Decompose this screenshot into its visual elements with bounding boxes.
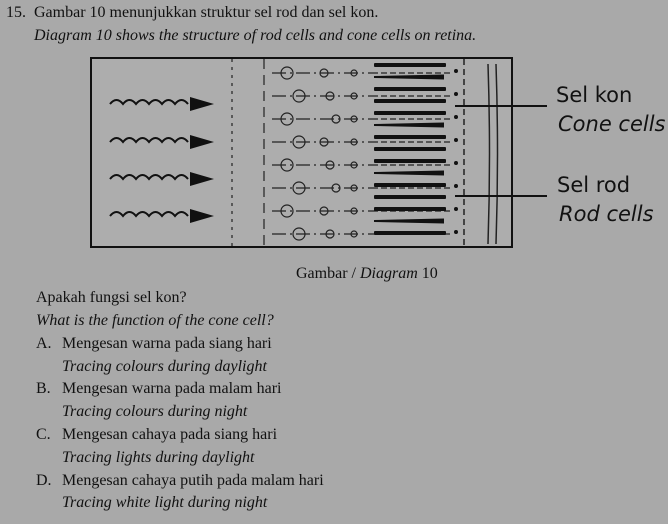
option-b-letter: B. — [36, 380, 51, 397]
option-d-ms: Mengesan cahaya putih pada malam hari — [62, 472, 324, 489]
cone-label-ms: Sel kon — [556, 83, 633, 107]
pigment-dot — [454, 138, 458, 142]
option-c-letter: C. — [36, 426, 51, 443]
light-arrow — [190, 97, 214, 111]
stem-ms-text: Gambar 10 menunjukkan struktur sel rod dan sel kon. — [34, 4, 379, 21]
photoreceptor-rods — [374, 63, 446, 235]
option-d-letter: D. — [36, 472, 52, 489]
pigment-dots — [454, 69, 458, 234]
option-c-en: Tracing lights during daylight — [62, 449, 255, 466]
cone-cell — [374, 123, 444, 128]
cone-cell — [374, 75, 444, 80]
option-b[interactable] — [36, 380, 281, 398]
pigment-dot — [454, 207, 458, 211]
retina-illustration — [92, 59, 513, 248]
light-wave — [110, 212, 188, 216]
option-d[interactable] — [36, 472, 324, 490]
question-stem-ms — [6, 3, 378, 23]
option-a-ms: Mengesan warna pada siang hari — [62, 335, 272, 352]
option-a-en: Tracing colours during daylight — [62, 358, 267, 375]
rod-cell — [374, 135, 446, 139]
retina-diagram — [90, 57, 513, 248]
caption-italic: Diagram — [359, 265, 418, 282]
light-arrows — [190, 97, 214, 223]
light-arrow — [190, 209, 214, 223]
question-stem-en: Diagram 10 shows the structure of rod cells and cone cells on retina. — [34, 27, 477, 44]
option-c-ms: Mengesan cahaya pada siang hari — [62, 426, 278, 443]
pigment-dot — [454, 161, 458, 165]
light-wave — [110, 138, 188, 142]
caption-number: 10 — [417, 265, 438, 282]
pigment-layer-lines — [464, 59, 498, 248]
rod-cell — [374, 63, 446, 67]
caption-plain: Gambar / — [296, 265, 360, 282]
light-arrow — [190, 172, 214, 186]
rod-cell — [374, 147, 446, 151]
light-wave — [110, 100, 188, 104]
option-b-en: Tracing colours during night — [62, 403, 248, 420]
rod-cell — [374, 183, 446, 187]
option-d-en: Tracing white light during night — [62, 494, 268, 511]
pigment-dot — [454, 115, 458, 119]
pigment-dot — [454, 69, 458, 73]
prompt-en: What is the function of the cone cell? — [36, 312, 274, 329]
prompt-ms: Apakah fungsi sel kon? — [36, 289, 187, 306]
option-a-letter: A. — [36, 335, 52, 352]
rod-cell — [374, 87, 446, 91]
pigment-dot — [454, 230, 458, 234]
question-number: 15. — [6, 4, 26, 21]
rod-cell — [374, 99, 446, 103]
figure-caption — [296, 265, 438, 283]
rod-label-en: Rod cells — [559, 202, 654, 226]
cone-cell — [374, 171, 444, 176]
light-wave — [110, 175, 188, 179]
cone-cell — [374, 219, 444, 224]
option-c[interactable] — [36, 426, 277, 444]
light-waves — [110, 100, 188, 216]
rod-label-ms: Sel rod — [557, 173, 631, 197]
rod-cell — [374, 111, 446, 115]
pigment-dot — [454, 184, 458, 188]
rod-cell — [374, 207, 446, 211]
rod-cell — [374, 195, 446, 199]
option-b-ms: Mengesan warna pada malam hari — [62, 380, 282, 397]
rod-cell — [374, 159, 446, 163]
cone-label-en: Cone cells — [558, 112, 666, 136]
pigment-dot — [454, 92, 458, 96]
light-arrow — [190, 135, 214, 149]
option-a[interactable] — [36, 335, 272, 353]
rod-cell — [374, 231, 446, 235]
